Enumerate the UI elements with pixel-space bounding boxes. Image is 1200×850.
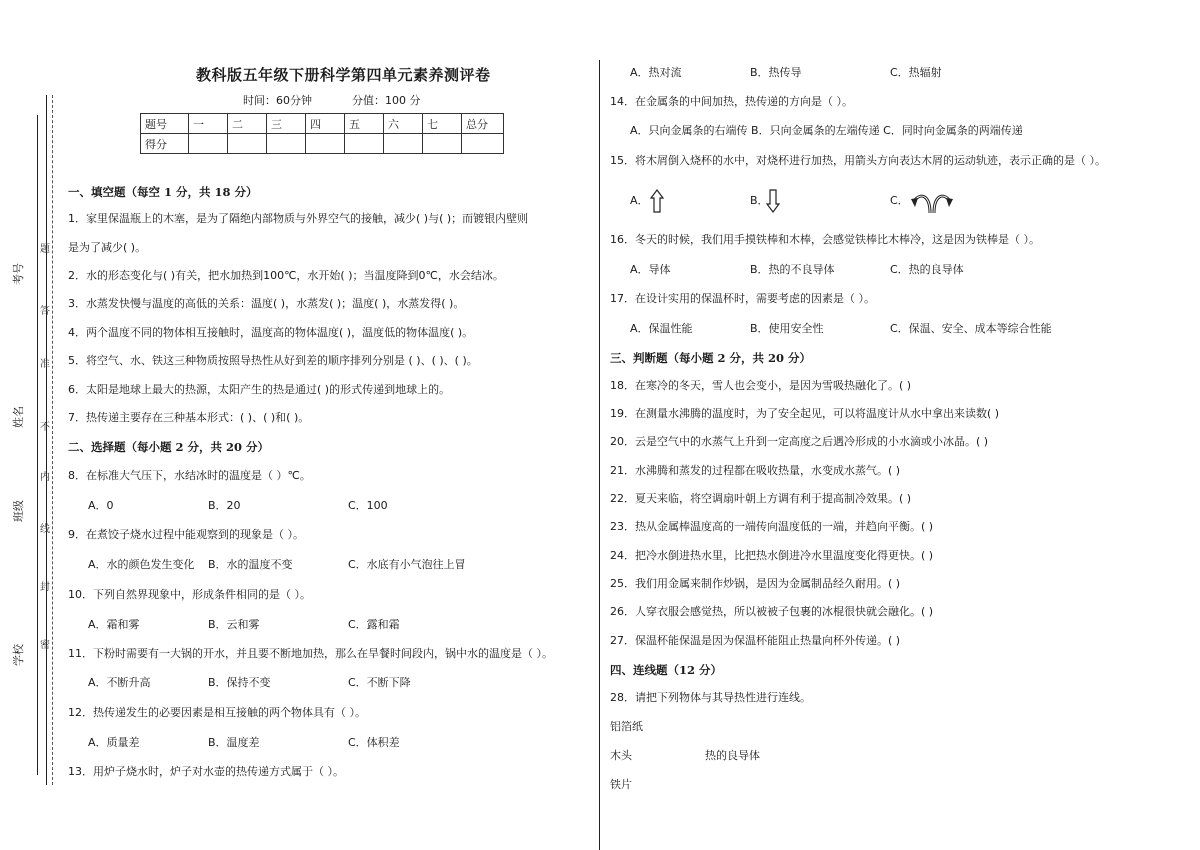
convection-arrows-icon xyxy=(910,187,954,215)
question-4: 4．两个温度不同的物体相互接触时，温度高的物体温度( )，温度低的物体温度( )。 xyxy=(68,326,474,339)
score-table xyxy=(140,113,504,154)
option-b[interactable]: B．20 xyxy=(208,499,241,512)
score-cell: 五 xyxy=(345,114,384,134)
seal-char: 准 xyxy=(40,359,50,370)
match-left-item[interactable]: 铁片 xyxy=(610,778,632,791)
exam-time: 时间：60分钟 xyxy=(243,94,312,107)
question-17: 17．在设计实用的保温杯时，需要考虑的因素是（ ）。 xyxy=(610,292,875,305)
judge-item: 19．在测量水沸腾的温度时，为了安全起见，可以将温度计从水中拿出来读数( ) xyxy=(610,407,1000,420)
score-cell: 二 xyxy=(228,114,267,134)
question-28: 28．请把下列物体与其导热性进行连线。 xyxy=(610,691,811,704)
option-a[interactable]: A． xyxy=(630,194,649,207)
question-8: 8．在标准大气压下，水结冰时的温度是（ ）℃。 xyxy=(68,469,311,482)
arrow-down-icon xyxy=(766,189,780,213)
option-c[interactable]: C． xyxy=(890,194,909,207)
question-10: 10．下列自然界现象中，形成条件相同的是（ ）。 xyxy=(68,588,311,601)
option-a[interactable]: A．水的颜色发生变化 xyxy=(88,558,195,571)
field-exam-number: 考号 xyxy=(12,263,25,285)
section3-heading: 三、判断题（每小题 2 分，共 20 分） xyxy=(610,351,812,365)
column-divider xyxy=(599,60,600,850)
field-name: 姓名 xyxy=(12,406,25,428)
option-b[interactable]: B．云和雾 xyxy=(208,618,260,631)
judge-item: 18．在寒冷的冬天，雪人也会变小，是因为雪吸热融化了。( ) xyxy=(610,379,912,392)
option-b[interactable]: B．使用安全性 xyxy=(750,322,824,335)
option-b[interactable]: B．水的温度不变 xyxy=(208,558,293,571)
field-class: 班级 xyxy=(12,500,25,522)
score-cell: 题号 xyxy=(141,114,189,134)
binding-line-outer xyxy=(46,95,47,785)
question-1b: 是为了减少( )。 xyxy=(68,241,147,254)
score-cell: 三 xyxy=(267,114,306,134)
score-cell: 一 xyxy=(189,114,228,134)
option-c[interactable]: C．热辐射 xyxy=(890,66,942,79)
option-b[interactable]: B．温度差 xyxy=(208,736,260,749)
judge-item: 21．水沸腾和蒸发的过程都在吸收热量，水变成水蒸气。( ) xyxy=(610,464,901,477)
section2-heading: 二、选择题（每小题 2 分，共 20 分） xyxy=(68,440,270,454)
exam-score: 分值：100 分 xyxy=(352,94,421,107)
page-title: 教科版五年级下册科学第四单元素养测评卷 xyxy=(196,66,491,84)
field-school: 学校 xyxy=(12,644,25,666)
seal-dashed-line xyxy=(52,95,53,785)
question-11: 11．下粉时需要有一大锅的开水，并且要不断地加热，那么在旱餐时间段内，锅中水的温度是（ ）。 xyxy=(68,647,553,660)
option-c[interactable]: C．水底有小气泡往上冒 xyxy=(348,558,466,571)
seal-char: 线 xyxy=(40,524,50,535)
option-b[interactable]: B．热传导 xyxy=(750,66,802,79)
question-1a: 1．家里保温瓶上的木塞，是为了隔绝内部物质与外界空气的接触，减少( )与( )；而镀银内壁则 xyxy=(68,212,529,225)
option-b[interactable]: B．热的不良导体 xyxy=(750,263,835,276)
option-c[interactable]: C．不断下降 xyxy=(348,676,411,689)
option-a[interactable]: A．不断升高 xyxy=(88,676,151,689)
seal-char: 答 xyxy=(40,306,50,317)
seal-char: 不 xyxy=(40,422,50,433)
score-input-cell[interactable] xyxy=(228,134,267,154)
score-input-cell[interactable] xyxy=(345,134,384,154)
question-9: 9．在煮饺子烧水过程中能观察到的现象是（ ）。 xyxy=(68,528,304,541)
score-cell: 六 xyxy=(384,114,423,134)
judge-item: 23．热从金属棒温度高的一端传向温度低的一端，并趋向平衡。( ) xyxy=(610,520,934,533)
arrow-up-icon xyxy=(650,189,664,213)
question-16: 16．冬天的时候，我们用手摸铁棒和木棒，会感觉铁棒比木棒冷，这是因为铁棒是（ ）。 xyxy=(610,233,1040,246)
score-input-cell[interactable] xyxy=(384,134,423,154)
match-right-item[interactable]: 热的良导体 xyxy=(705,749,760,762)
judge-item: 22．夏天来临，将空调扇叶朝上方调有利于提高制冷效果。( ) xyxy=(610,492,912,505)
section1-heading: 一、填空题（每空 1 分，共 18 分） xyxy=(68,185,258,199)
score-input-cell[interactable] xyxy=(189,134,228,154)
option-c[interactable]: C．保温、安全、成本等综合性能 xyxy=(890,322,1052,335)
option-a[interactable]: A．导体 xyxy=(630,263,671,276)
score-cell: 得分 xyxy=(141,134,189,154)
question-6: 6．太阳是地球上最大的热源，太阳产生的热是通过( )的形式传递到地球上的。 xyxy=(68,383,451,396)
score-cell: 七 xyxy=(423,114,462,134)
option-b[interactable]: B．保持不变 xyxy=(208,676,271,689)
match-left-item[interactable]: 木头 xyxy=(610,749,632,762)
option-a[interactable]: A．热对流 xyxy=(630,66,682,79)
option-c[interactable]: C．露和霜 xyxy=(348,618,400,631)
score-input-cell[interactable] xyxy=(267,134,306,154)
judge-item: 25．我们用金属来制作炒锅，是因为金属制品经久耐用。( ) xyxy=(610,577,901,590)
judge-item: 27．保温杯能保温是因为保温杯能阻止热量向杯外传递。( ) xyxy=(610,634,901,647)
score-input-cell[interactable] xyxy=(462,134,504,154)
question-15: 15．将木屑倒入烧杯的水中，对烧杯进行加热，用箭头方向表达木屑的运动轨迹，表示正确的是（ ）。 xyxy=(610,154,1106,167)
score-cell: 四 xyxy=(306,114,345,134)
seal-char: 内 xyxy=(40,472,50,483)
question-12: 12．热传递发生的必要因素是相互接触的两个物体具有（ ）。 xyxy=(68,706,366,719)
question-7: 7．热传递主要存在三种基本形式：( )、( )和( )。 xyxy=(68,411,310,424)
question-13: 13．用炉子烧水时，炉子对水壶的热传递方式属于（ ）。 xyxy=(68,765,344,778)
option-c[interactable]: C．热的良导体 xyxy=(890,263,964,276)
option-a[interactable]: A．0 xyxy=(88,499,114,512)
question-3: 3．水蒸发快慢与温度的高低的关系：温度( )，水蒸发( )；温度( )，水蒸发得( )。 xyxy=(68,297,465,310)
option-a[interactable]: A．保温性能 xyxy=(630,322,693,335)
option-b[interactable]: B． xyxy=(750,194,769,207)
match-left-item[interactable]: 铝箔纸 xyxy=(610,720,643,733)
score-table-header-row xyxy=(141,114,504,134)
score-input-cell[interactable] xyxy=(423,134,462,154)
score-table-score-row xyxy=(141,134,504,154)
binding-line-inner xyxy=(37,115,38,775)
score-cell: 总分 xyxy=(462,114,504,134)
seal-char: 密 xyxy=(40,640,50,651)
judge-item: 26．人穿衣服会感觉热，所以被被子包裹的冰棍很快就会融化。( ) xyxy=(610,605,934,618)
question-14-options[interactable]: A．只向金属条的右端传 B．只向金属条的左端传递 C．同时向金属条的两端传递 xyxy=(630,124,1023,137)
judge-item: 20．云是空气中的水蒸气上升到一定高度之后遇冷形成的小水滴或小冰晶。( ) xyxy=(610,435,989,448)
question-14: 14．在金属条的中间加热，热传递的方向是（ ）。 xyxy=(610,95,853,108)
seal-char: 封 xyxy=(40,582,50,593)
judge-item: 24．把冷水倒进热水里，比把热水倒进冷水里温度变化得更快。( ) xyxy=(610,549,934,562)
score-input-cell[interactable] xyxy=(306,134,345,154)
question-5: 5．将空气、水、铁这三种物质按照导热性从好到差的顺序排列分别是 ( )、( )、( )。 xyxy=(68,354,478,367)
question-2: 2．水的形态变化与( )有关，把水加热到100℃，水开始( )；当温度降到0℃，水会结冰。 xyxy=(68,269,504,282)
section4-heading: 四、连线题（12 分） xyxy=(610,663,723,677)
option-c[interactable]: C．体积差 xyxy=(348,736,400,749)
option-a[interactable]: A．质量差 xyxy=(88,736,140,749)
seal-char: 题 xyxy=(40,244,50,255)
option-c[interactable]: C．100 xyxy=(348,499,388,512)
option-a[interactable]: A．霜和雾 xyxy=(88,618,140,631)
